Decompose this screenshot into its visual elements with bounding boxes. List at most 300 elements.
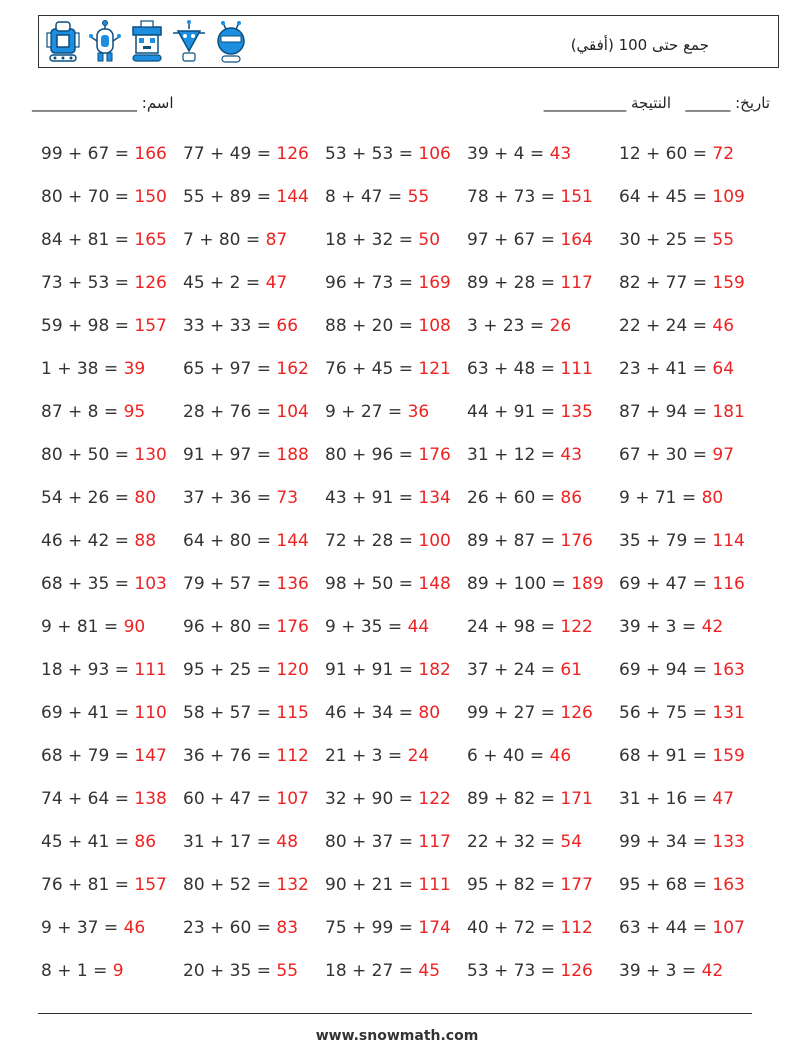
problem-answer: 48 <box>276 832 299 852</box>
problem-answer: 177 <box>560 875 593 895</box>
problem-answer: 80 <box>701 488 724 508</box>
problem-equation: 95 + 25 = <box>183 660 277 680</box>
problem-answer: 114 <box>712 531 745 551</box>
problem-equation: 37 + 24 = <box>467 660 561 680</box>
score-field: النتيجة ___________ <box>543 94 672 112</box>
problem-item <box>325 692 467 735</box>
problem-answer: 107 <box>276 789 309 809</box>
problem-answer: 43 <box>560 445 583 465</box>
problem-item <box>619 348 759 391</box>
problem-answer: 151 <box>560 187 593 207</box>
problem-item <box>325 649 467 692</box>
problem-equation: 18 + 93 = <box>41 660 135 680</box>
robot-icon <box>171 19 207 65</box>
problem-answer: 110 <box>134 703 167 723</box>
problem-item <box>325 907 467 950</box>
problem-answer: 122 <box>418 789 451 809</box>
problem-equation: 53 + 53 = <box>325 144 419 164</box>
problem-equation: 65 + 97 = <box>183 359 277 379</box>
problem-answer: 61 <box>560 660 583 680</box>
problem-answer: 86 <box>134 832 157 852</box>
problem-item <box>619 176 759 219</box>
problem-item <box>619 778 759 821</box>
problem-equation: 80 + 37 = <box>325 832 419 852</box>
problem-equation: 46 + 34 = <box>325 703 419 723</box>
problem-equation: 33 + 33 = <box>183 316 277 336</box>
problem-item <box>325 391 467 434</box>
problem-equation: 35 + 79 = <box>619 531 713 551</box>
problem-equation: 89 + 28 = <box>467 273 561 293</box>
problem-item <box>467 649 619 692</box>
problem-equation: 99 + 67 = <box>41 144 135 164</box>
problem-answer: 95 <box>123 402 146 422</box>
problem-item <box>619 907 759 950</box>
problem-item <box>325 821 467 864</box>
problem-item <box>41 563 183 606</box>
worksheet-header <box>38 15 779 68</box>
problem-item <box>41 649 183 692</box>
problem-answer: 171 <box>560 789 593 809</box>
problem-equation: 12 + 60 = <box>619 144 713 164</box>
problem-equation: 95 + 68 = <box>619 875 713 895</box>
problem-answer: 150 <box>134 187 167 207</box>
problem-equation: 9 + 81 = <box>41 617 124 637</box>
problem-equation: 39 + 3 = <box>619 961 702 981</box>
name-field: اسم: ______________ <box>32 94 174 112</box>
problem-item <box>41 305 183 348</box>
problem-item <box>619 821 759 864</box>
problem-answer: 86 <box>560 488 583 508</box>
problem-answer: 144 <box>276 531 309 551</box>
problem-answer: 111 <box>560 359 593 379</box>
robot-icon <box>129 19 165 65</box>
problem-equation: 97 + 67 = <box>467 230 561 250</box>
problem-item <box>467 821 619 864</box>
problem-equation: 90 + 21 = <box>325 875 419 895</box>
problem-answer: 133 <box>712 832 745 852</box>
problem-equation: 88 + 20 = <box>325 316 419 336</box>
problem-item <box>619 606 759 649</box>
problem-answer: 55 <box>407 187 430 207</box>
problem-item <box>619 649 759 692</box>
problem-equation: 74 + 64 = <box>41 789 135 809</box>
problem-item <box>41 778 183 821</box>
problem-answer: 103 <box>134 574 167 594</box>
problem-equation: 87 + 94 = <box>619 402 713 422</box>
date-score-fields <box>544 94 770 112</box>
problem-item <box>41 133 183 176</box>
problem-answer: 73 <box>276 488 299 508</box>
problem-item <box>183 649 325 692</box>
problem-answer: 88 <box>134 531 157 551</box>
problem-item <box>183 778 325 821</box>
problem-answer: 169 <box>418 273 451 293</box>
problem-answer: 163 <box>712 875 745 895</box>
problem-item <box>467 864 619 907</box>
problem-item <box>41 434 183 477</box>
problem-answer: 83 <box>276 918 299 938</box>
problem-equation: 87 + 8 = <box>41 402 124 422</box>
problem-item <box>183 133 325 176</box>
problem-equation: 1 + 38 = <box>41 359 124 379</box>
robot-icon <box>213 19 249 65</box>
problem-equation: 78 + 73 = <box>467 187 561 207</box>
problem-equation: 31 + 16 = <box>619 789 713 809</box>
problem-answer: 126 <box>276 144 309 164</box>
problem-answer: 144 <box>276 187 309 207</box>
problem-equation: 76 + 81 = <box>41 875 135 895</box>
problem-item <box>325 348 467 391</box>
problem-equation: 80 + 96 = <box>325 445 419 465</box>
problem-answer: 126 <box>560 961 593 981</box>
problem-answer: 46 <box>712 316 735 336</box>
problem-equation: 98 + 50 = <box>325 574 419 594</box>
problem-item <box>467 477 619 520</box>
problem-item <box>619 864 759 907</box>
problem-equation: 82 + 77 = <box>619 273 713 293</box>
problem-equation: 56 + 75 = <box>619 703 713 723</box>
problem-answer: 138 <box>134 789 167 809</box>
problem-equation: 32 + 90 = <box>325 789 419 809</box>
problem-item <box>619 391 759 434</box>
problem-item <box>41 520 183 563</box>
problem-item <box>41 692 183 735</box>
problem-answer: 134 <box>418 488 451 508</box>
problem-equation: 89 + 100 = <box>467 574 572 594</box>
problem-item <box>183 606 325 649</box>
problem-equation: 45 + 41 = <box>41 832 135 852</box>
problem-item <box>41 606 183 649</box>
problem-answer: 163 <box>712 660 745 680</box>
problem-item <box>183 821 325 864</box>
problem-equation: 55 + 89 = <box>183 187 277 207</box>
problem-equation: 75 + 99 = <box>325 918 419 938</box>
problem-equation: 45 + 2 = <box>183 273 266 293</box>
problem-item <box>41 348 183 391</box>
problem-equation: 28 + 76 = <box>183 402 277 422</box>
problem-answer: 26 <box>549 316 572 336</box>
problem-item <box>183 477 325 520</box>
problem-equation: 26 + 60 = <box>467 488 561 508</box>
problem-answer: 117 <box>418 832 451 852</box>
problem-item <box>183 348 325 391</box>
problem-answer: 104 <box>276 402 309 422</box>
problem-item <box>467 907 619 950</box>
problem-answer: 130 <box>134 445 167 465</box>
problem-item <box>325 133 467 176</box>
problem-item <box>619 735 759 778</box>
problem-answer: 107 <box>712 918 745 938</box>
problem-equation: 23 + 41 = <box>619 359 713 379</box>
problem-item <box>325 219 467 262</box>
problem-answer: 72 <box>712 144 735 164</box>
problem-answer: 148 <box>418 574 451 594</box>
problem-item <box>183 434 325 477</box>
problem-answer: 122 <box>560 617 593 637</box>
problem-item <box>41 735 183 778</box>
problem-equation: 7 + 80 = <box>183 230 266 250</box>
problem-equation: 68 + 91 = <box>619 746 713 766</box>
problem-equation: 9 + 71 = <box>619 488 702 508</box>
problem-answer: 80 <box>418 703 441 723</box>
problem-answer: 46 <box>549 746 572 766</box>
problem-item <box>41 262 183 305</box>
problem-equation: 96 + 73 = <box>325 273 419 293</box>
problem-equation: 22 + 32 = <box>467 832 561 852</box>
problem-answer: 42 <box>701 961 724 981</box>
problem-equation: 53 + 73 = <box>467 961 561 981</box>
problem-equation: 69 + 94 = <box>619 660 713 680</box>
problem-answer: 189 <box>571 574 604 594</box>
problem-answer: 188 <box>276 445 309 465</box>
problem-answer: 50 <box>418 230 441 250</box>
problem-item <box>183 907 325 950</box>
problem-equation: 80 + 50 = <box>41 445 135 465</box>
problem-equation: 23 + 60 = <box>183 918 277 938</box>
problem-answer: 111 <box>134 660 167 680</box>
problem-equation: 79 + 57 = <box>183 574 277 594</box>
problem-item <box>325 735 467 778</box>
problem-item <box>467 348 619 391</box>
problem-item <box>619 434 759 477</box>
problem-item <box>183 563 325 606</box>
problem-answer: 46 <box>123 918 146 938</box>
problem-answer: 131 <box>712 703 745 723</box>
problem-item <box>325 563 467 606</box>
problem-equation: 84 + 81 = <box>41 230 135 250</box>
robot-icons <box>45 18 249 66</box>
problem-equation: 31 + 17 = <box>183 832 277 852</box>
problem-answer: 157 <box>134 316 167 336</box>
problem-equation: 3 + 23 = <box>467 316 550 336</box>
problem-item <box>183 950 325 993</box>
problem-answer: 166 <box>134 144 167 164</box>
problem-answer: 45 <box>418 961 441 981</box>
problem-equation: 39 + 3 = <box>619 617 702 637</box>
problem-equation: 64 + 45 = <box>619 187 713 207</box>
problem-equation: 76 + 45 = <box>325 359 419 379</box>
problem-item <box>619 520 759 563</box>
problem-answer: 157 <box>134 875 167 895</box>
problem-equation: 64 + 80 = <box>183 531 277 551</box>
problem-item <box>183 864 325 907</box>
problem-equation: 95 + 82 = <box>467 875 561 895</box>
problem-answer: 132 <box>276 875 309 895</box>
problem-equation: 99 + 27 = <box>467 703 561 723</box>
problem-item <box>619 950 759 993</box>
problem-equation: 63 + 44 = <box>619 918 713 938</box>
problem-item <box>41 950 183 993</box>
problem-answer: 159 <box>712 746 745 766</box>
problem-item <box>619 692 759 735</box>
problem-equation: 36 + 76 = <box>183 746 277 766</box>
problem-equation: 30 + 25 = <box>619 230 713 250</box>
problem-equation: 60 + 47 = <box>183 789 277 809</box>
problem-answer: 80 <box>134 488 157 508</box>
problem-item <box>325 477 467 520</box>
footer-url: www.snowmath.com <box>315 1028 479 1044</box>
problem-answer: 115 <box>276 703 309 723</box>
problem-equation: 80 + 70 = <box>41 187 135 207</box>
problem-item <box>41 821 183 864</box>
problem-answer: 87 <box>265 230 288 250</box>
problem-equation: 89 + 87 = <box>467 531 561 551</box>
problem-equation: 9 + 35 = <box>325 617 408 637</box>
problem-answer: 121 <box>418 359 451 379</box>
problem-answer: 117 <box>560 273 593 293</box>
problem-answer: 24 <box>407 746 430 766</box>
problem-equation: 8 + 47 = <box>325 187 408 207</box>
problem-equation: 37 + 36 = <box>183 488 277 508</box>
problem-answer: 147 <box>134 746 167 766</box>
problem-item <box>467 434 619 477</box>
problem-equation: 39 + 4 = <box>467 144 550 164</box>
problem-answer: 39 <box>123 359 146 379</box>
problem-item <box>183 692 325 735</box>
problem-item <box>183 735 325 778</box>
problem-answer: 66 <box>276 316 299 336</box>
problem-answer: 126 <box>560 703 593 723</box>
problem-answer: 120 <box>276 660 309 680</box>
problem-equation: 67 + 30 = <box>619 445 713 465</box>
problem-answer: 109 <box>712 187 745 207</box>
problem-item <box>467 391 619 434</box>
problem-item <box>467 563 619 606</box>
problem-item <box>467 305 619 348</box>
problem-answer: 36 <box>407 402 430 422</box>
problem-equation: 9 + 27 = <box>325 402 408 422</box>
problem-answer: 165 <box>134 230 167 250</box>
problem-equation: 99 + 34 = <box>619 832 713 852</box>
problem-answer: 176 <box>560 531 593 551</box>
problem-item <box>619 563 759 606</box>
problem-answer: 112 <box>276 746 309 766</box>
problem-answer: 126 <box>134 273 167 293</box>
problem-item <box>619 133 759 176</box>
problem-item <box>325 262 467 305</box>
problem-item <box>41 219 183 262</box>
problem-answer: 164 <box>560 230 593 250</box>
problem-item <box>325 778 467 821</box>
problem-answer: 47 <box>265 273 288 293</box>
problem-answer: 112 <box>560 918 593 938</box>
problem-equation: 77 + 49 = <box>183 144 277 164</box>
problem-equation: 91 + 97 = <box>183 445 277 465</box>
problem-answer: 9 <box>112 961 124 981</box>
problem-equation: 73 + 53 = <box>41 273 135 293</box>
problem-item <box>41 864 183 907</box>
problem-equation: 68 + 79 = <box>41 746 135 766</box>
footer-divider <box>38 1013 752 1014</box>
problem-answer: 174 <box>418 918 451 938</box>
problem-answer: 43 <box>549 144 572 164</box>
problem-item <box>467 176 619 219</box>
problem-equation: 69 + 41 = <box>41 703 135 723</box>
problem-equation: 22 + 24 = <box>619 316 713 336</box>
problem-equation: 63 + 48 = <box>467 359 561 379</box>
problem-answer: 90 <box>123 617 146 637</box>
problem-answer: 162 <box>276 359 309 379</box>
problem-item <box>325 176 467 219</box>
problem-equation: 58 + 57 = <box>183 703 277 723</box>
problem-answer: 135 <box>560 402 593 422</box>
problem-answer: 181 <box>712 402 745 422</box>
problem-item <box>183 219 325 262</box>
problem-answer: 116 <box>712 574 745 594</box>
problem-equation: 21 + 3 = <box>325 746 408 766</box>
problem-item <box>183 305 325 348</box>
problem-item <box>619 305 759 348</box>
problem-item <box>325 520 467 563</box>
date-field: تاريخ: ______ <box>685 94 770 112</box>
problem-equation: 44 + 91 = <box>467 402 561 422</box>
problem-equation: 69 + 47 = <box>619 574 713 594</box>
problem-item <box>325 950 467 993</box>
problem-item <box>619 262 759 305</box>
problem-equation: 46 + 42 = <box>41 531 135 551</box>
problem-answer: 136 <box>276 574 309 594</box>
problem-item <box>467 735 619 778</box>
problem-equation: 18 + 32 = <box>325 230 419 250</box>
problem-equation: 59 + 98 = <box>41 316 135 336</box>
problem-answer: 54 <box>560 832 583 852</box>
problem-item <box>41 477 183 520</box>
worksheet-title: جمع حتى 100 (أفقي) <box>570 36 709 54</box>
problem-equation: 20 + 35 = <box>183 961 277 981</box>
problem-answer: 108 <box>418 316 451 336</box>
problem-answer: 176 <box>276 617 309 637</box>
problem-equation: 96 + 80 = <box>183 617 277 637</box>
problem-item <box>467 778 619 821</box>
problem-item <box>619 477 759 520</box>
problem-answer: 55 <box>712 230 735 250</box>
problem-item <box>325 434 467 477</box>
problem-equation: 91 + 91 = <box>325 660 419 680</box>
problem-item <box>467 692 619 735</box>
problem-equation: 40 + 72 = <box>467 918 561 938</box>
problem-item <box>467 133 619 176</box>
problem-answer: 182 <box>418 660 451 680</box>
problem-equation: 68 + 35 = <box>41 574 135 594</box>
problem-item <box>467 950 619 993</box>
problem-item <box>41 391 183 434</box>
problem-item <box>183 176 325 219</box>
problem-equation: 31 + 12 = <box>467 445 561 465</box>
problem-answer: 44 <box>407 617 430 637</box>
problem-answer: 64 <box>712 359 735 379</box>
problem-item <box>325 305 467 348</box>
problem-answer: 42 <box>701 617 724 637</box>
problem-answer: 97 <box>712 445 735 465</box>
problem-answer: 55 <box>276 961 299 981</box>
problem-equation: 9 + 37 = <box>41 918 124 938</box>
problem-item <box>41 176 183 219</box>
problem-answer: 106 <box>418 144 451 164</box>
problem-answer: 47 <box>712 789 735 809</box>
problem-equation: 8 + 1 = <box>41 961 113 981</box>
problem-item <box>467 606 619 649</box>
problem-answer: 111 <box>418 875 451 895</box>
problem-equation: 72 + 28 = <box>325 531 419 551</box>
problem-equation: 18 + 27 = <box>325 961 419 981</box>
problem-answer: 159 <box>712 273 745 293</box>
robot-icon <box>45 19 81 65</box>
problem-item <box>325 606 467 649</box>
problem-item <box>41 907 183 950</box>
problem-equation: 89 + 82 = <box>467 789 561 809</box>
problem-item <box>467 219 619 262</box>
problem-item <box>467 520 619 563</box>
